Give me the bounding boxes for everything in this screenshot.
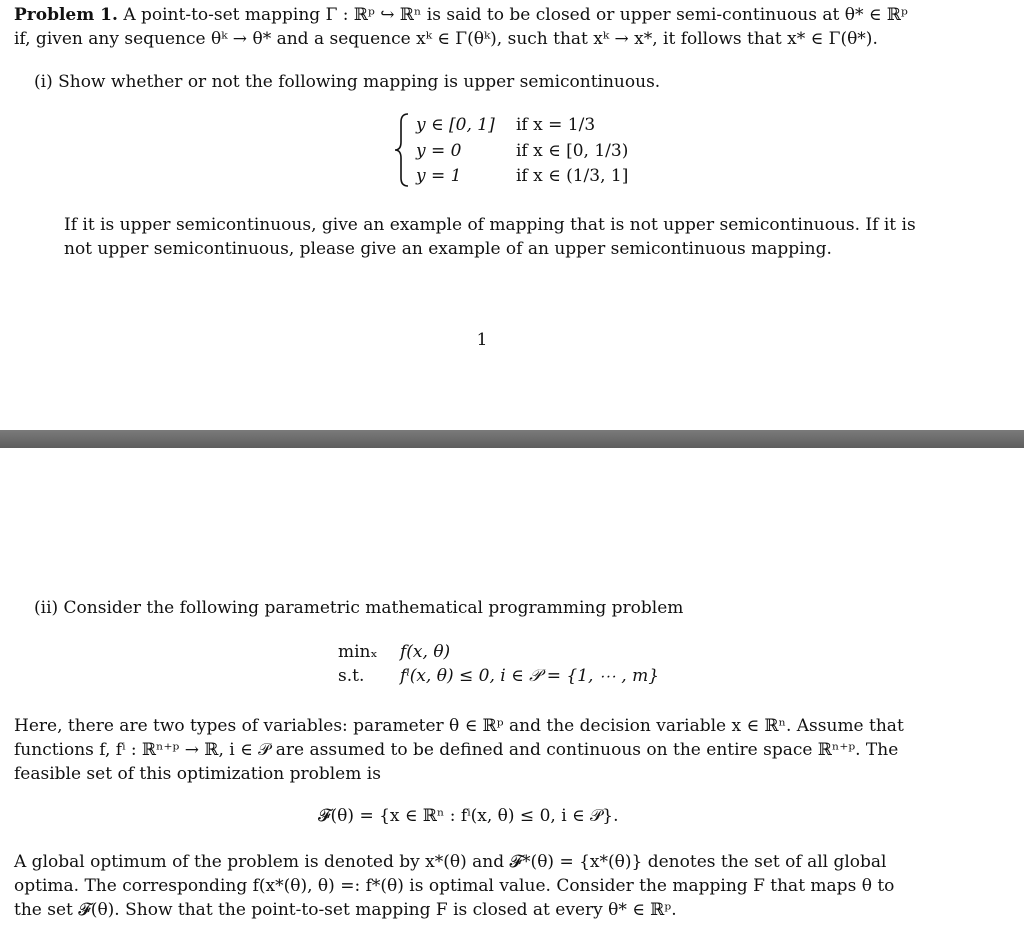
case-3-value: y = 1: [416, 166, 462, 186]
problem-intro-text: A point-to-set mapping Γ : ℝᵖ ↪ ℝⁿ is said to be closed or upper semi-continuous at θ* ∈ ℝᵖ: [123, 5, 908, 25]
case-2-condition: if x ∈ [0, 1/3): [516, 141, 629, 161]
objective: f(x, θ): [400, 642, 451, 662]
followup-line-1: If it is upper semicontinuous, give an example of mapping that is not upper semicontinuous. If it is: [64, 215, 916, 235]
case-3-condition: if x ∈ (1/3, 1]: [516, 166, 629, 186]
part-ii-prompt: (ii) Consider the following parametric mathematical programming problem: [34, 598, 684, 618]
case-2-value: y = 0: [416, 141, 462, 161]
constraint: fⁱ(x, θ) ≤ 0, i ∈ 𝒫 = {1, ⋯ , m}: [400, 666, 660, 686]
page-2: [0, 448, 1024, 935]
followup-line-2: not upper semicontinuous, please give an example of an upper semicontinuous mapping.: [64, 239, 832, 259]
st-label: s.t.: [338, 666, 365, 686]
page-1: [0, 0, 1024, 430]
part-i-prompt: (i) Show whether or not the following mapping is upper semicontinuous.: [34, 72, 661, 92]
cases-brace: [392, 112, 412, 188]
para-1-line-2: functions f, fⁱ : ℝⁿ⁺ᵖ → ℝ, i ∈ 𝒫 are assumed to be defined and continuous on the entire space ℝⁿ⁺ᵖ. The: [14, 740, 899, 760]
case-1-condition: if x = 1/3: [516, 115, 596, 135]
page-number: 1: [476, 330, 488, 350]
problem-intro-line-1: [14, 3, 908, 27]
para-1-line-3: feasible set of this optimization problem is: [14, 764, 381, 784]
para-2-line-1: A global optimum of the problem is denoted by x*(θ) and 𝓕*(θ) = {x*(θ)} denotes the set of all global: [14, 852, 887, 872]
feasible-set-formula: 𝓕(θ) = {x ∈ ℝⁿ : fⁱ(x, θ) ≤ 0, i ∈ 𝒫}.: [318, 806, 619, 826]
problem-label: Problem 1.: [14, 5, 118, 25]
para-2-line-3: the set 𝓕(θ). Show that the point-to-set mapping F is closed at every θ* ∈ ℝᵖ.: [14, 900, 677, 920]
case-1-value: y ∈ [0, 1]: [416, 115, 495, 135]
min-label: minₓ: [338, 642, 378, 662]
page-separator: [0, 430, 1024, 448]
para-1-line-1: Here, there are two types of variables: parameter θ ∈ ℝᵖ and the decision variable x ∈ ℝⁿ. Assume that: [14, 716, 904, 736]
para-2-line-2: optima. The corresponding f(x*(θ), θ) =: f*(θ) is optimal value. Consider the mapping F that maps θ to: [14, 876, 895, 896]
problem-intro-line-2: if, given any sequence θᵏ → θ* and a sequence xᵏ ∈ Γ(θᵏ), such that xᵏ → x*, it follows that x* ∈ Γ(θ*).: [14, 29, 878, 49]
